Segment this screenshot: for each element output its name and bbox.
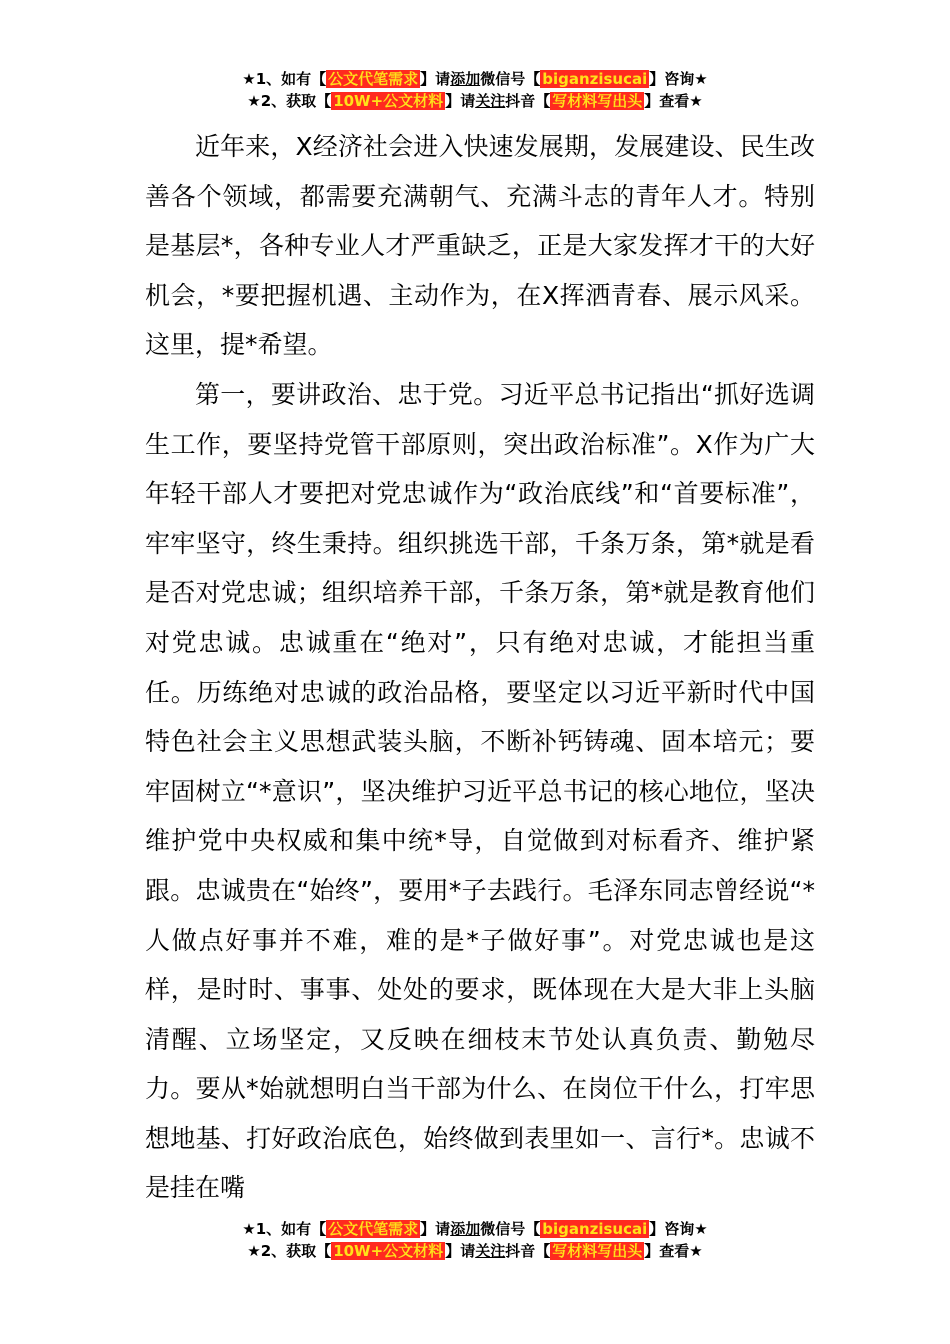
promo-highlight: biganzisucai bbox=[542, 1220, 648, 1238]
promo-text: 】请 bbox=[445, 92, 476, 110]
body-paragraph-2: 第一，要讲政治、忠于党。习近平总书记指出“抓好选调生工作，要坚持党管干部原则，突出政治标准”。X作为广大年轻干部人才要把对党忠诚作为“政治底线”和“首要标准”，牢牢坚守，终生秉持。组织挑选干部，千条万条，第*就是看是否对党忠诚；组织培养干部，千条万条，第*就是教育他们对党忠诚。忠诚重在“绝对”，只有绝对忠诚，才能担当重任。历练绝对忠诚的政治品格，要坚定以习近平新时代中国特色社会主义思想武装头脑，不断补钙铸魂、固本培元；要牢固树立“*意识”，坚决维护习近平总书记的核心地位，坚决维护党中央权威和集中统*导，自觉做到对标看齐、维护紧跟。忠诚贵在“始终”，要用*子去践行。毛泽东同志曾经说“*人做点好事并不难，难的是*子做好事”。对党忠诚也是这样，是时时、事事、处处的要求，既体现在大是大非上头脑清醒、立场坚定，又反映在细枝末节处认真负责、勤勉尽力。要从*始就想明白当干部为什么、在岗位干什么，打牢思想地基、打好政治底色，始终做到表里如一、言行*。忠诚不是挂在嘴 bbox=[145, 379, 815, 1203]
promo-text: ★2、获取【 bbox=[247, 1242, 332, 1260]
promo-text: 】请 bbox=[420, 70, 451, 88]
promo-highlight: 写材料写出头 bbox=[552, 92, 643, 110]
promo-line-2 bbox=[0, 90, 950, 112]
promo-text: 】查看★ bbox=[644, 1242, 703, 1260]
promo-underline: 添加 bbox=[450, 1220, 481, 1238]
promo-highlight: 写材料写出头 bbox=[552, 1242, 643, 1260]
promo-highlight: 公文代笔需求 bbox=[328, 70, 419, 88]
document-body bbox=[145, 122, 815, 1213]
promo-highlight: 10W+公文材料 bbox=[333, 92, 444, 110]
promo-text: ★1、如有【 bbox=[242, 1220, 327, 1238]
promo-text: 】咨询★ bbox=[649, 70, 708, 88]
promo-underline: 添加 bbox=[450, 70, 481, 88]
promo-underline: 关注 bbox=[475, 92, 506, 110]
promo-text: ★2、获取【 bbox=[247, 92, 332, 110]
promo-text: 抖音【 bbox=[505, 92, 551, 110]
promo-line-1 bbox=[0, 68, 950, 90]
promo-text: 微信号【 bbox=[480, 1220, 541, 1238]
promo-text: 】请 bbox=[420, 1220, 451, 1238]
promo-underline: 关注 bbox=[475, 1242, 506, 1260]
promo-text: 】查看★ bbox=[644, 92, 703, 110]
promo-text: 】请 bbox=[445, 1242, 476, 1260]
promo-text: ★1、如有【 bbox=[242, 70, 327, 88]
body-paragraph-1: 近年来，X经济社会进入快速发展期，发展建设、民生改善各个领域，都需要充满朝气、充满斗志的青年人才。特别是基层*，各种专业人才严重缺乏，正是大家发挥才干的大好机会，*要把握机遇、主动作为，在X挥洒青春、展示风采。这里，提*希望。 bbox=[145, 132, 815, 360]
header-promo-banner bbox=[0, 68, 950, 112]
promo-text: 抖音【 bbox=[505, 1242, 551, 1260]
promo-text: 微信号【 bbox=[480, 70, 541, 88]
promo-text: 】咨询★ bbox=[649, 1220, 708, 1238]
promo-line-1 bbox=[0, 1218, 950, 1240]
promo-highlight: 10W+公文材料 bbox=[333, 1242, 444, 1260]
promo-highlight: 公文代笔需求 bbox=[328, 1220, 419, 1238]
footer-promo-banner bbox=[0, 1218, 950, 1262]
promo-highlight: biganzisucai bbox=[542, 70, 648, 88]
promo-line-2 bbox=[0, 1240, 950, 1262]
